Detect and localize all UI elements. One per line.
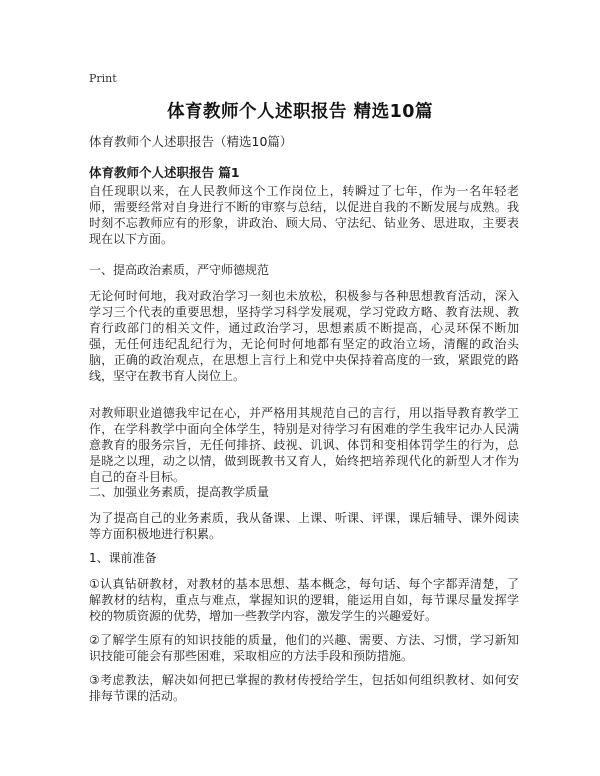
document-subtitle: 体育教师个人述职报告（精选10篇）	[89, 134, 293, 149]
paragraph-intro: 自任现职以来，在人民教师这个工作岗位上，转瞬过了七年，作为一名年轻老师，需要经常对自身进行不断的审察与总结，以促进自我的不断发展与成熟。我时刻不忘教师应有的形象，讲政治、顾大局、守法纪、钻业务、思进取，主要表现在以下方面。	[89, 184, 519, 246]
print-label[interactable]: Print	[89, 72, 117, 85]
paragraph-politics: 无论何时何地，我对政治学习一刻也未放松，积极参与各种思想教育活动，深入学习三个代表的重要思想，坚持学习科学发展观，学习党政方略、教育法规、教育行政部门的相关文件，通过政治学习，思想素质不断提高，心灵环保不断加强，无任何违纪乱纪行为，无论何时何地都有坚定的政治立场，清醒的政治头脑，正确的政治观点，在思想上言行上和党中央保持着高度的一致，紧跟党的路线，坚守在教书育人岗位上。	[89, 289, 519, 383]
document-title: 体育教师个人述职报告 精选10篇	[167, 102, 433, 122]
section-title-professional: 二、加强业务素质，提高教学质量	[89, 485, 270, 499]
section-heading: 体育教师个人述职报告 篇1	[89, 165, 240, 180]
paragraph-professional: 为了提高自己的业务素质，我从备课、上课、听课、评课，课后辅导、课外阅读等方面积极地进行积累。	[89, 511, 519, 541]
paragraph-ethics: 对教师职业道德我牢记在心，并严格用其规范自己的言行，用以指导教育教学工作，在学科教学中面向全体学生，特别是对待学习有困难的学生我牢记办人民满意教育的服务宗旨，无任何排挤、歧视、讥讽、体罚和变相体罚学生的行为，总是晓之以理，动之以情，做到既教书又育人，始终把培养现代化的新型人才作为自己的奋斗目标。	[89, 406, 519, 484]
subsection-title-preparation: 1、课前准备	[89, 551, 157, 565]
paragraph-item-1: ①认真钻研教材，对教材的基本思想、基本概念，每句话、每个字都弄清楚，了解教材的结构，重点与难点，掌握知识的逻辑，能运用自如，每节课尽量发挥学校的物质资源的优势，增加一些教学内容，激发学生的兴趣爱好。	[89, 577, 519, 623]
paragraph-item-2: ②了解学生原有的知识技能的质量，他们的兴趣、需要、方法、习惯，学习新知识技能可能会有那些困难，采取相应的方法手段和预防措施。	[89, 633, 519, 663]
section-title-politics: 一、提高政治素质，严守师德规范	[89, 263, 270, 277]
paragraph-item-3: ③考虑教法，解决如何把已掌握的教材传授给学生，包括如何组织教材、如何安排每节课的活动。	[89, 673, 519, 703]
